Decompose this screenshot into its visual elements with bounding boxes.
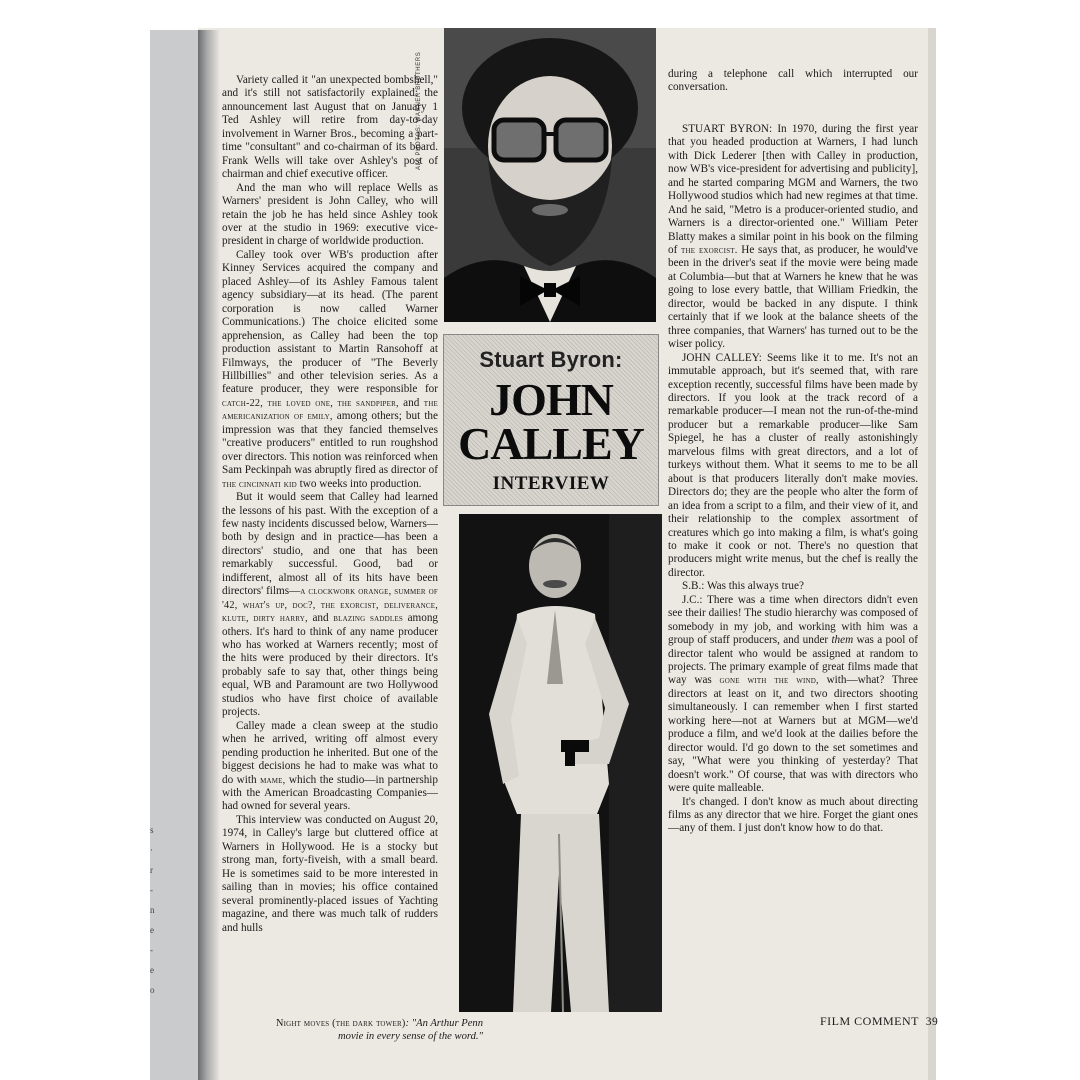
photo-caption: Night moves (the dark tower): "An Arthur Penn movie in every sense of the word."	[275, 1018, 483, 1042]
film-title: catch-22, the loved one, the sandpiper,	[222, 397, 399, 409]
title-subtitle: INTERVIEW	[492, 473, 610, 494]
film-title: the cincinnati kid	[222, 478, 297, 490]
photo-credit: ALL PHOTOS: WARNER BROTHERS	[416, 51, 422, 170]
page-number: 39	[925, 1016, 939, 1028]
paragraph: during a telephone call which interrupted our conversation.	[668, 68, 918, 94]
paragraph: Calley made a clean sweep at the studio when he arrived, writing off almost every pending production he inherited. But one of the biggest decisions he had to make was what to do with mame, which the studio—in partnership with the American Broadcasting Companies—had owned for several years.	[222, 719, 439, 813]
question-paragraph: STUART BYRON: In 1970, during the first year that you headed production at Warners, I had lunch with Dick Lederer [then with Calley in production, now WB's vice-president for advertising and publicity], and he started comparing MGM and Warners, the two Hollywood studios which had new regimes at that time. And he said, "Metro is a producer-oriented studio, and Warners is a director-oriented one." William Peter Blatty makes a similar point in his book on the filming of the exorcist. He says that, as producer, he would've been in the driver's seat if the movie were being made at Columbia—but that at Warners he knew that he was going to lose every battle, that William Friedkin, the director, would be backed in any dispute. I think certainly that if we look at the balance sheets of the three companies, that Warners' has turned out to be the wiser policy.	[668, 122, 918, 351]
facing-page-fragments: s · r - n e - e o	[150, 825, 155, 995]
spine-shadow	[198, 30, 220, 1080]
answer-paragraph: J.C.: There was a time when directors didn't even see their dailies! The studio hierarchy was composed of somebody in my job, and working with him was a group of staff producers, and under them was a pool of director talent who would be assigned at random to projects. The primary example of great films made that way was gone with the wind, with—what? Three directors at least on it, and two directors shooting simultaneously. I can remember when I first started working here—not at Warners but at MGM—we'd produce a film, and we'd look at the dailies before the director would. I'd go down to the set sometimes and say, "What were you thinking of yesterday? That doesn't work." Of course, that was with directors who were quite malleable.	[668, 593, 919, 795]
title-author: Stuart Byron:	[479, 347, 623, 372]
paragraph: Variety called it "an unexpected bombshell," and it's still not satisfactorily explained: the announcement last August that on January 1 Ted Ashley will retire from day-to-day involvement in Warner Bros., becoming a part-time "consultant" and co-chairman of its board. Frank Wells will take over Ashley's post of chairman and chief executive officer.	[222, 74, 438, 181]
paragraph: But it would seem that Calley had learned the lessons of his past. With the exception of a few nasty incidents discussed below, Warners—both by design and in practice—has been a directors' studio, and one that has been remarkably successful. Good, bad or indifferent, almost all of its hits have been directors' films—a clockwork orange, summer of '42, what's up, doc?, the exorcist, deliverance, klute, dirty harry, and blazing saddles among others. It's hard to think of any name producer who has worked at Warners recently; most of the hits were produced by their directors. It's probably safe to say that, other things being equal, WB and Paramount are two Hollywood studios who have first choice of available projects.	[222, 491, 439, 719]
paragraph: This interview was conducted on August 20, 1974, in Calley's large but cluttered office at Warners in Hollywood. He is a stocky but strong man, forty-fiveish, with a small beard. He is sometimes said to be more interested in sailing than in movies; his office contained several prominently-placed issues of Yachting magazine, and there was much talk of rudders and hulls	[222, 813, 438, 934]
film-still-photo	[459, 514, 662, 1012]
title-name-last: CALLEY	[458, 418, 644, 469]
film-title: the americanization of emily,	[222, 397, 438, 423]
article-column-left	[222, 74, 438, 935]
portrait-illustration	[444, 28, 656, 322]
article-column-right	[668, 68, 918, 836]
paragraph: And the man who will replace Wells as Warners' president is John Calley, who will retain the job he has held since Ashley took over at the studio in 1969: executive vice-president in charge of worldwide production.	[222, 181, 438, 248]
film-title: the exorcist.	[681, 244, 738, 256]
portrait-photo	[444, 28, 656, 322]
page-footer	[820, 1014, 938, 1029]
film-title: gone with the wind,	[719, 675, 819, 687]
film-still-illustration	[459, 514, 662, 1012]
film-title: mame,	[260, 774, 286, 786]
page-edge-right	[928, 28, 936, 1080]
article-title-box	[443, 334, 659, 506]
scan-margin-left	[0, 0, 150, 1080]
title-name-first: JOHN	[489, 374, 613, 425]
answer-paragraph: It's changed. I don't know as much about directing films as any director that we hire. Forget the giant ones—any of them. I just don't know how to do that.	[668, 795, 918, 835]
question-paragraph: S.B.: Was this always true?	[682, 580, 804, 593]
answer-paragraph: JOHN CALLEY: Seems like it to me. It's not an immutable approach, but it's seemed that, with rare exception recently, successful films have been made by directors. If you look at the track record of a remarkable producer—I mean not the run-of-the-mind producer but a remarkable producer—like Sam Spiegel, he has a cluster of really astonishingly marvelous films with great directors, and a lot of turkeys without them. What it seems to me to be all about is that producers literally don't make movies. Directors do; they are the people who alter the form of an idea from a script to a film, and their view of it, and their relationship to the complex assortment of creatures which go into making a film, is what's going to make it cook or not. There's no question that producers might write menus, but the chef is really the director.	[668, 351, 918, 579]
paragraph: Calley took over WB's production after Kinney Services acquired the company and placed Ashley—of its Ashley Famous talent agency subsidiary—at its head. (The parent corporation is now called Warner Communications.) The choice elicited some apprehension, as Calley had been the top production assistant to Martin Ransohoff at Filmways, the producer of "The Beverly Hillbillies" and other television series. As a feature producer, they were responsible for catch-22, the loved one, the sandpiper, and the americanization of emily, among others; but the impression was that they fancied themselves "creative producers" entitled to run roughshod over directors. This notion was reinforced when Sam Peckinpah was abruptly fired as director of the cincinnati kid two weeks into production.	[222, 248, 438, 490]
scan-margin-right	[936, 0, 1080, 1080]
film-title: a clockwork orange, summer of '42, what's up, doc?, the exorcist, deliverance, klute, dirty harry,	[222, 586, 439, 625]
magazine-name: FILM COMMENT	[820, 1014, 920, 1028]
film-title: blazing saddles	[333, 613, 403, 625]
